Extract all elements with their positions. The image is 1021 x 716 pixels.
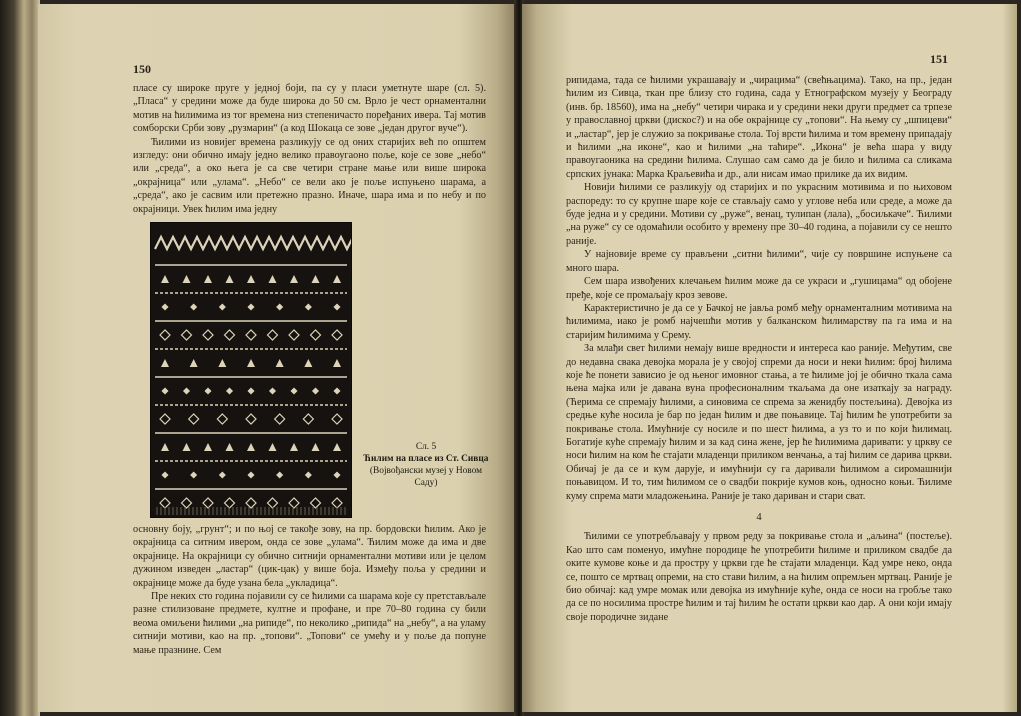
left-text-bottom [133,523,486,657]
paragraph: Пре неких сто година појавили су се ћилими са шарама које су претстављале разне стилизоване предмете, култне и профане, и пре 70–80 година су били веома омиљени ћилими „на рипиде“, по неколико „рипида“ на „небу“, а на уламу ситнији мотиви, као на пр. „топови“. „Топови“ се умећу и у поље да попуне мање празнине. Сем [133,591,486,656]
paragraph: Ћилими из новијег времена разликују се од оних старијих већ по општем изгледу: они обично имају једно велико правоугаоно поље, које се зове „небо“ или „среда“, а око њега је са све четири стране мање или више широка „окрајница“ или „улама“. „Небо“ се вели ако је поље испуњено шарама, а „среда“, ако је сасвим или претежно празно. Иначе, шара има и по небу и по окрајници. Увек ћилим има једну [133,136,486,215]
page-number: 150 [133,62,151,76]
page-number: 151 [930,52,948,66]
right-text [566,74,952,624]
caption-source: (Војвођански музеј у Новом Саду) [369,466,483,488]
rug-illustration [151,223,351,517]
caption-number: Сл. 5 [415,442,437,452]
left-text-top [133,82,486,216]
section-number: 4 [756,512,762,523]
left-page [38,4,516,712]
paragraph: Карактеристично је да се у Бачкој не јавља ромб међу орнаменталним мотивима на ћилимима, иако је ромб најчешћи мотив у балканском ћилимарству па га има и на старијим ћилимима у Срему. [566,302,952,341]
figure-caption [358,441,494,489]
paragraph: рипидама, тада се ћилими украшавају и „чирацима“ (свећњацима). Тако, на пр., један ћилим из Сивца, ткан пре близу сто година, сада у Етнографском музеју у Београду (инв. бр. 18560), има на „небу“ четири чирака и у средини неки други предмет са трпезе у православној цркви (дискос?) и на обе окрајнице су „топови“. На њему су „шпицеви“ и „ластар“, јер је служио за покривање стола. Тој врсти ћилима и том времену припадају и ћилими „на иконе“, као и ћилими „на таћире“. „Икона“ је већа шара у виду правоугаоника на средини ћилима. Слушао сам само да је било и ћилима са сликама српских јунака: Марка Краљевића и др., али нисам имао прилике да их видим. [566,75,952,180]
paragraph: За млађи свет ћилими немају више вредности и интереса као раније. Међутим, све до недавна свака девојка морала је у својој спреми да носи и неки ћилим: број ћилима које ће понети зависио је од њеног имовног стања, а те ћилиме јој је обично ткала сама њена мајка или је давана вуна професионалним ткаљама да оне изаткају за награду. (Ћерима се спремају ћилими, а синовима се спрема за женидбу постељина). Девојка из средње куће носила је бар по један ћилим и две поњавице. Тај ћилим ће употребити за покривање стола. Имућније су носиле и по шест ћилима, а уз то и по који ћилимац. Богатије куће спремају ћилим и за кад сина жене, јер ће ћилимима даривати: у цркву се носи ћилим на ком ће стајати младенци приликом венчања, а тај ћилим се дарива цркви. Обичај је да се и кум дарује, и имућнији су га даривали ћилимом а сиромашнији поњавицом. И то, тим ћилимом се о свадби покрије кумов коњ, односно коњи. Ћилиме куму спрема мати младожењина. Раније је тако дариван и стари сват. [566,343,952,502]
rug-photograph [150,222,352,518]
paragraph: Новији ћилими се разликују од старијих и по украсним мотивима и по њиховом распореду: то су крупне шаре које се стављају само у углове неба или среде, а може да буде једна и у средини. Мотиви су „руже“, венац, тулипан (лала), „босиљкаче“. Ћилими „на руже“ су се одомаћили особито у времену пре 30–40 година, а појавили су се нешто раније. [566,182,952,247]
paragraph: пласе су широке пруге у једној боји, па су у пласи уметнуте шаре (сл. 5). „Пласа“ у средини може да буде широка до 50 см. Врло је чест орнаментални мотив на ћилимима из тог времена низ степеничасто поређаних ивера. Тај мотив сомборски Срби зову „рузмарин“ (а код Шокаца се зове „један другог вуче“). [133,83,486,135]
paragraph: Ћилими се употребљавају у првом реду за покривање стола и „аљина“ (постеље). Као што сам поменуо, имућне породице ће употребити ћилиме и приликом свадбе да оките кумове коње и да простру у цркви где ће стајати младенци. Кад умре неко, онда се, пошто се мртвац опреми, на сто стави ћилим, а на ћилим опремљен мртвац. Раније је био обичај: кад умре момак или девојка из имућније куће, онда се носи на гробље тако да се по носилима простре ћилим и тај ћилим ће остати цркви као дар. А они који имају своје породичне зидане [566,531,952,623]
caption-title: Ћилим на пласе из Ст. Сивца [363,454,489,464]
paragraph: основну боју, „грунт“; и по њој се такође зову, на пр. бордовски ћилим. Ако је окрајница са ситним ивером, онда се зове „улама“. Ћилим може да има и две окрајнице. На окрајници су обично ситнији орнаментални мотиви или је целом дужином изведен „ластар“ (цик-цак) у више боја. Између поља у средини и окрајнице може да буде узана бела „укладица“. [133,524,486,589]
page-edges [0,0,40,716]
right-page [522,4,1017,712]
paragraph: У најновије време су прављени „ситни ћилими“, чије су површине испуњене са много шара. [566,249,952,274]
paragraph: Сем шара извођених клечањем ћилим може да се украси и „гушицама“ од обојене пређе, које се промаљају кроз зевове. [566,276,952,301]
